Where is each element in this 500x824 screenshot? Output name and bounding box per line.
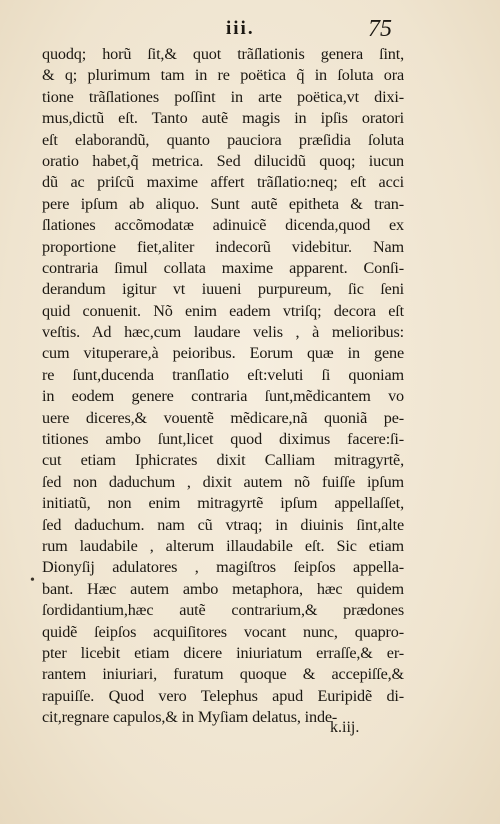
text-line: ſordidantium,hæc autẽ contrarium,& prædones (42, 601, 404, 620)
running-head: iii. (226, 18, 255, 39)
text-line: cum vituperare,à peioribus. Eorum quæ in gene (42, 344, 404, 363)
text-line: in eodem genere contraria ſunt,mẽdicantem vo (42, 387, 404, 406)
text-line: rantem iniuriari, furatum quoque & accepiſſe,& (42, 665, 404, 684)
text-line: rapuiſſe. Quod vero Telephus apud Euripidẽ di- (42, 686, 404, 705)
text-line: rum laudabile , alterum illaudabile eſt. Sic etiam (42, 536, 404, 555)
text-line: derandum igitur vt iuueni purpureum, ſic ſeni (42, 280, 404, 299)
page-number: 75 (368, 16, 392, 42)
text-line: dũ ac priſcũ maxime affert trãſlatio:neq; eſt acci (42, 173, 404, 192)
text-line: veſtis. Ad hæc,cum laudare velis , à melioribus: (42, 323, 404, 342)
margin-mark: • (30, 573, 35, 588)
text-line: & q; plurimum tam in re poëtica q̃ in ſoluta ora (42, 66, 404, 85)
text-line: Dionyſij adulatores , magiſtros ſeipſos appella- (42, 558, 404, 577)
text-line: quodq; horũ ſit,& quot trãſlationis genera ſint, (42, 45, 404, 63)
text-line: ſed non daduchum , dixit autem nõ fuiſſe ipſum (42, 472, 404, 491)
text-line: quidẽ ſeipſos acquiſitores vocant nunc, quapro- (42, 622, 404, 641)
text-line: re ſunt,ducenda tranſlatio eſt:veluti ſi quoniam (42, 365, 404, 384)
text-line: cut etiam Iphicrates dixit Calliam mitragyrtẽ, (42, 451, 404, 470)
text-line: quid conuenit. Nõ enim eadem vtriſq; decora eſt (42, 301, 404, 320)
text-line: bant. Hæc autem ambo metaphora, hæc quidem (42, 579, 404, 598)
text-line: oratio habet,q̃ metrica. Sed dilucidũ quoq; iucun (42, 151, 404, 170)
text-line: tione trãſlationes poſſint in arte poëtica,vt dixi- (42, 87, 404, 106)
text-line: mus,dictũ eſt. Tanto autẽ magis in ipſis oratori (42, 109, 404, 128)
text-line: initiatũ, non enim mitragyrtẽ ipſum appellaſſet, (42, 494, 404, 513)
text-line: contraria ſimul collata maxime apparent. Conſi- (42, 258, 404, 277)
text-line: pter licebit etiam dicere iniuriatum erraſſe,& er- (42, 643, 404, 662)
text-block (42, 44, 404, 729)
text-line: pere ipſum ab aliquo. Sunt autẽ epitheta & tran- (42, 194, 404, 213)
text-line: uere diceres,& vouentẽ mẽdicare,nã quoniã pe- (42, 408, 404, 427)
signature-mark: k.iij. (330, 719, 360, 736)
text-line: ſed daduchum. nam cũ vtraq; in diuinis ſint,alte (42, 515, 404, 534)
text-line: cit,regnare capulos,& in Myſiam delatus, inde- (42, 708, 338, 727)
text-line: proportione fiet,aliter indecorũ videbitur. Nam (42, 237, 404, 256)
text-line: eſt elaborandũ, quanto pauciora præſidia ſoluta (42, 130, 404, 149)
text-line: titiones ambo ſunt,licet quod diximus facere:ſi- (42, 430, 404, 449)
text-line: ſlationes accõmodatæ adinuicẽ dicenda,quod ex (42, 216, 404, 235)
